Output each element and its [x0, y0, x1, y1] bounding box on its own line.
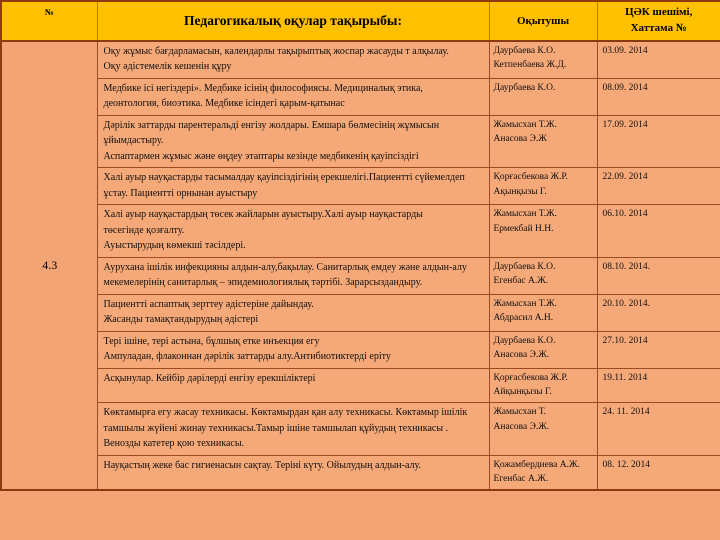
- header-teacher: Оқытушы: [489, 1, 597, 41]
- teacher-name: Ермекбай Н.Н.: [493, 223, 554, 234]
- teacher-cell: [489, 403, 597, 456]
- decision-date-cell: 03.09. 2014: [597, 41, 720, 79]
- teacher-name: Егенбас А.Ж.: [493, 276, 549, 287]
- topic-line: ұйымдастыру.: [103, 135, 164, 147]
- teacher-name: Даурбаева К.О.: [493, 45, 556, 56]
- teacher-name: Қорғасбекова Ж.Р.: [493, 172, 568, 183]
- topic-line: Венозды катетер қою техникасы.: [103, 438, 245, 450]
- teacher-cell: [489, 368, 597, 403]
- teacher-cell: [489, 205, 597, 258]
- topic-cell: [97, 294, 489, 331]
- topic-line: Оқу жұмыс бағдарламасын, календарлы тақырыптық жоспар жасауды т алқылау.: [103, 45, 449, 57]
- header-decision-line1: ЦӘК шешімі,: [625, 6, 693, 18]
- topic-cell: [97, 368, 489, 403]
- topic-cell: [97, 455, 489, 490]
- topic-line: төсегінде қозғалту.: [103, 224, 185, 236]
- topic-line: Пациентті аспаптық зерттеу әдістеріне дайындау.: [103, 298, 314, 310]
- table-row: [1, 41, 720, 79]
- table-header: [1, 1, 720, 41]
- header-number: №: [1, 1, 97, 41]
- table-row: [1, 368, 720, 403]
- table-row: [1, 331, 720, 368]
- table-row: [1, 115, 720, 168]
- teacher-name: Қожамбердиева А.Ж.: [493, 459, 580, 470]
- decision-date-cell: 08.09. 2014: [597, 78, 720, 115]
- topic-line: мекемелерінің санитарлық – эпидемиологиялық тәртібі. Зарарсыздандыру.: [103, 277, 423, 289]
- topic-cell: [97, 257, 489, 294]
- topic-line: Асқынулар. Кейбір дәрілерді енгізу ерекшіліктері: [103, 372, 316, 384]
- topic-cell: [97, 41, 489, 79]
- topic-cell: [97, 168, 489, 205]
- teacher-cell: [489, 294, 597, 331]
- teacher-name: Даурбаева К.О.: [493, 261, 556, 272]
- decision-date-cell: 27.10. 2014: [597, 331, 720, 368]
- topic-line: Ампуладан, флаконнан дәрілік заттарды алу.Антибиотиктерді еріту: [103, 351, 391, 363]
- topic-line: Ауыстырудың көмекші тәсілдері.: [103, 240, 246, 252]
- topic-cell: [97, 331, 489, 368]
- teacher-name: Анасова Э.Ж.: [493, 350, 550, 361]
- table-row: [1, 168, 720, 205]
- topic-cell: [97, 115, 489, 168]
- teacher-name: Жамысхан Т.Ж.: [493, 209, 557, 220]
- header-decision-line2: Хаттама №: [630, 21, 687, 34]
- decision-date-cell: 22.09. 2014: [597, 168, 720, 205]
- decision-date-cell: 08.10. 2014.: [597, 257, 720, 294]
- teacher-name: Даурбаева К.О.: [493, 335, 556, 346]
- topic-line: деонтология, биоэтика. Медбике ісіндегі қарым-қатынас: [103, 98, 345, 110]
- teacher-cell: [489, 115, 597, 168]
- decision-date-cell: 17.09. 2014: [597, 115, 720, 168]
- decision-date-cell: 06.10. 2014: [597, 205, 720, 258]
- teacher-name: Жамысхан Т.: [493, 407, 547, 418]
- topic-line: Науқастың жеке бас гигиенасын сақтау. Теріні күту. Ойылудың алдын-алу.: [103, 459, 421, 471]
- teacher-name: Ақынқызы Г.: [493, 186, 547, 197]
- topic-cell: [97, 403, 489, 456]
- section-number-cell: 4.3: [1, 41, 97, 491]
- decision-date-cell: 20.10. 2014.: [597, 294, 720, 331]
- header-topic: Педагогикалық оқулар тақырыбы:: [97, 1, 489, 41]
- topic-line: тамшылы жүйені жинау техникасы.Тамыр ішіне тамшылап құйудың техникасы .: [103, 422, 449, 434]
- table-row: [1, 455, 720, 490]
- teacher-cell: [489, 257, 597, 294]
- teacher-cell: [489, 78, 597, 115]
- topic-line: Аурухана ішілік инфекцияны алдын-алу,бақылау. Санитарлық емдеу және алдын-алу: [103, 261, 467, 273]
- teacher-cell: [489, 331, 597, 368]
- teacher-cell: [489, 41, 597, 79]
- teacher-name: Анасова Э.Ж: [493, 134, 547, 145]
- teacher-cell: [489, 168, 597, 205]
- topic-line: Медбике ісі негіздері». Медбике ісінің философиясы. Медициналық этика,: [103, 82, 423, 94]
- teacher-name: Егенбас А.Ж.: [493, 474, 549, 485]
- topic-line: Дәрілік заттарды парентеральді енгізу жолдары. Емшара бөлмесінің жұмысын: [103, 119, 440, 131]
- teacher-name: Даурбаева К.О.: [493, 82, 556, 93]
- header-row: [1, 1, 720, 41]
- table-row: [1, 205, 720, 258]
- topic-line: Оқу әдістемелік кешенін құру: [103, 61, 232, 73]
- table-row: [1, 294, 720, 331]
- decision-date-cell: 19.11. 2014: [597, 368, 720, 403]
- decision-date-cell: 24. 11. 2014: [597, 403, 720, 456]
- topic-line: Халі ауыр науқастардың төсек жайларын ауыстыру.Халі ауыр науқастарды: [103, 209, 423, 221]
- header-decision: [597, 1, 720, 41]
- teacher-name: Жамысхан Т.Ж.: [493, 119, 557, 130]
- topic-line: Аспаптармен жұмыс және өңдеу этаптары кезінде медбикенің қауіпсіздігі: [103, 150, 419, 162]
- teacher-name: Анасова Э.Ж.: [493, 421, 550, 432]
- table-row: [1, 78, 720, 115]
- table-row: [1, 403, 720, 456]
- teacher-name: Жамысхан Т.Ж.: [493, 298, 557, 309]
- topic-line: ұстау. Пациентті орнынан ауыстыру: [103, 187, 258, 199]
- decision-date-cell: 08. 12. 2014: [597, 455, 720, 490]
- teacher-cell: [489, 455, 597, 490]
- teacher-name: Кетпенбаева Ж.Д.: [493, 60, 567, 71]
- teacher-name: Қорғасбекова Ж.Р.: [493, 372, 568, 383]
- topic-line: Тері ішіне, тері астына, бұлшық етке инъекция егу: [103, 335, 320, 347]
- topic-cell: [97, 78, 489, 115]
- table-row: [1, 257, 720, 294]
- topic-line: Халі ауыр науқастарды тасымалдау қауіпсіздігінің ерекшелігі.Пациентті сүйемелдеп: [103, 172, 465, 184]
- topic-line: Көктамырға егу жасау техникасы. Көктамырдан қан алу техникасы. Көктамыр ішілік: [103, 407, 468, 419]
- topic-line: Жасанды тамақтандырудың әдістері: [103, 314, 259, 326]
- teacher-name: Абдрасил А.Н.: [493, 313, 554, 324]
- topic-cell: [97, 205, 489, 258]
- teacher-name: Айқынқызы Г.: [493, 387, 552, 398]
- table-body: [1, 41, 720, 491]
